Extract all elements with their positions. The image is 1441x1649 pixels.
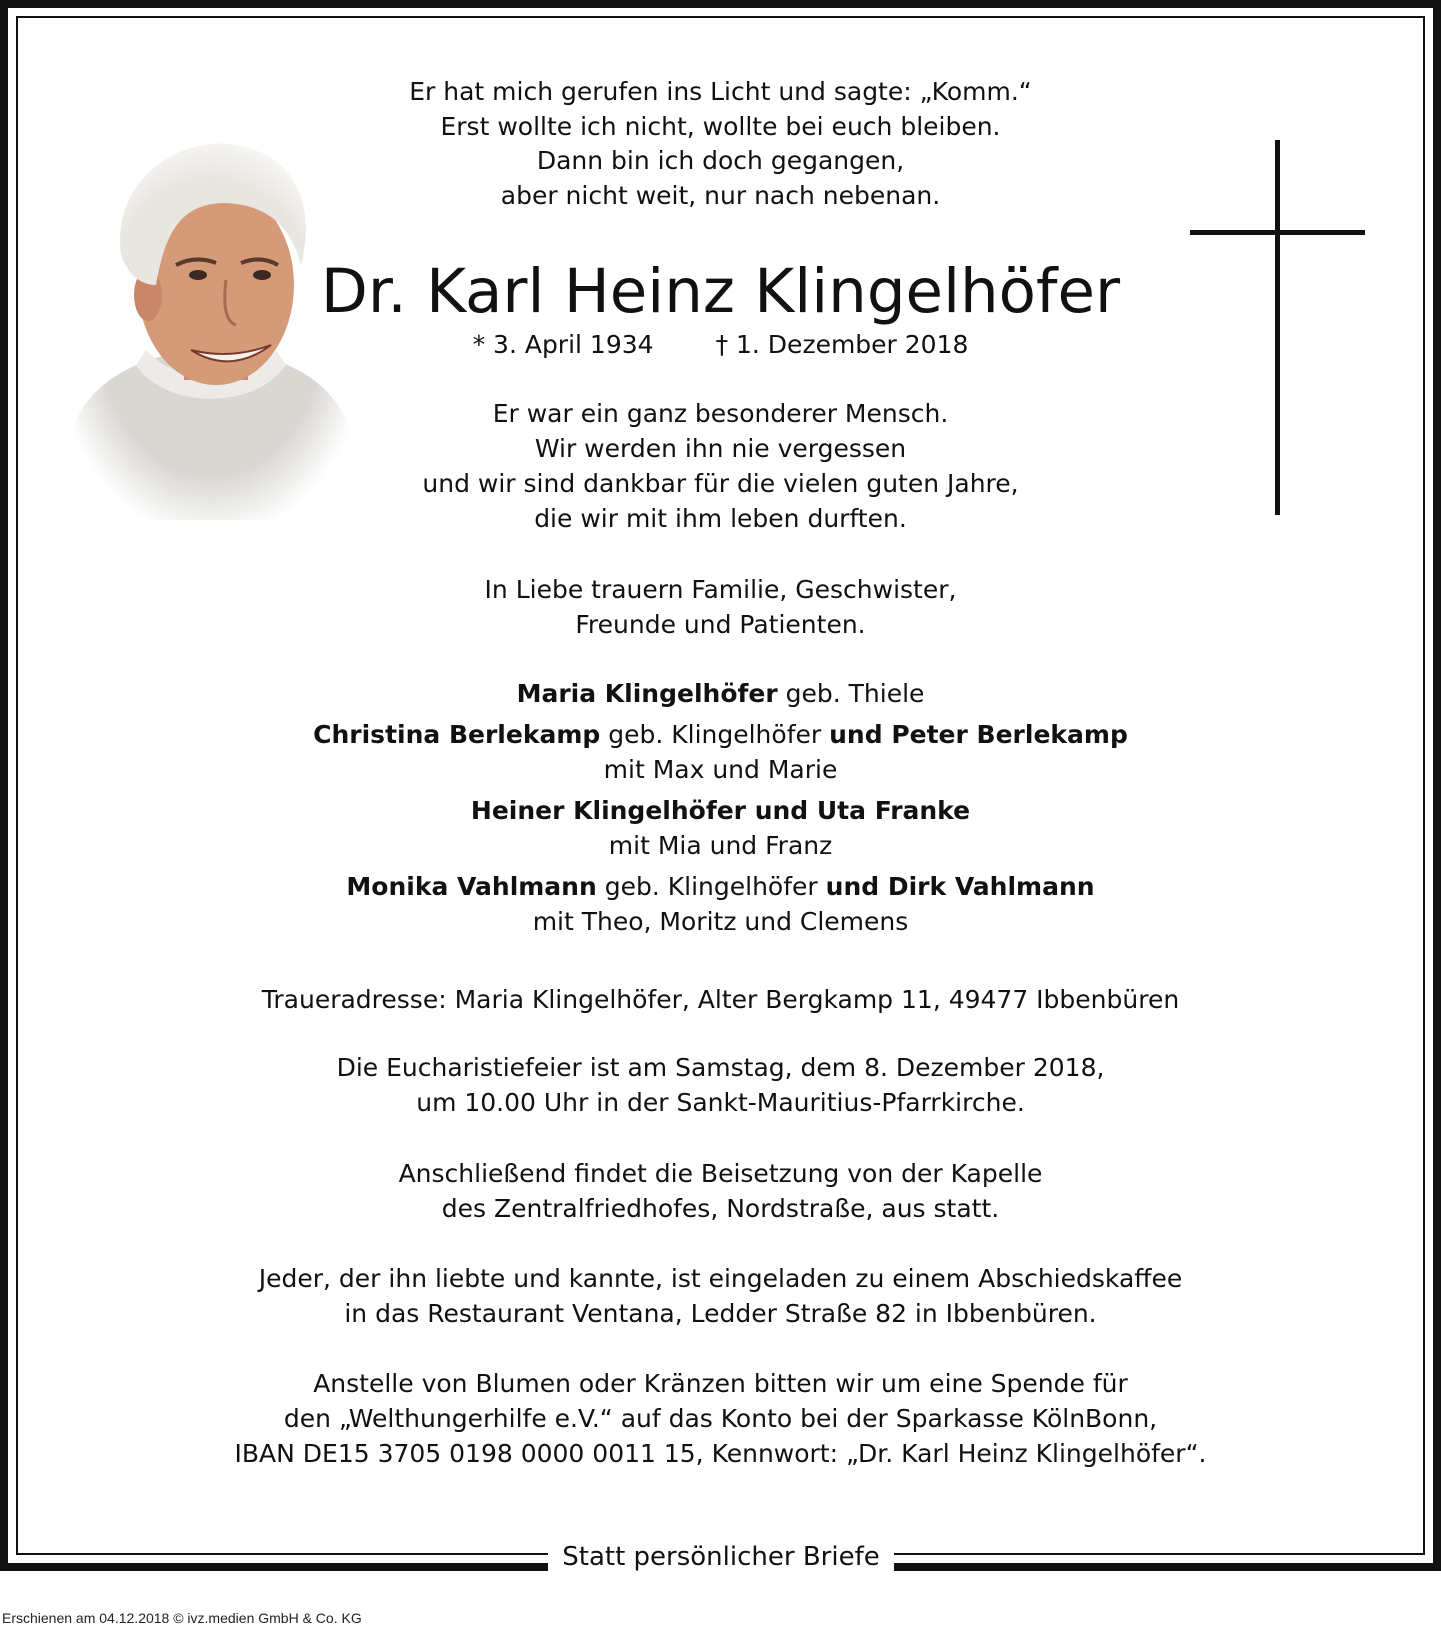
family-children: mit Mia und Franz: [608, 831, 833, 860]
birth-date: * 3. April 1934: [472, 330, 654, 359]
family-children: mit Theo, Moritz und Clemens: [532, 907, 909, 936]
footer-label: Statt persönlicher Briefe: [562, 1542, 880, 1572]
tribute-line: und wir sind dankbar für die vielen guten Jahre,: [422, 469, 1019, 498]
tribute-text: [0, 396, 1441, 536]
family-member-partner: und Dirk Vahlmann: [825, 872, 1095, 901]
family-row: [0, 717, 1441, 752]
donation-line: Anstelle von Blumen oder Kränzen bitten wir um eine Spende für: [313, 1369, 1128, 1398]
family-row: [0, 676, 1441, 711]
tribute-line: die wir mit ihm leben durften.: [534, 504, 907, 533]
verse-line: Er hat mich gerufen ins Licht und sagte: „Komm.“: [409, 77, 1032, 106]
family-member-partner: und Peter Berlekamp: [829, 720, 1128, 749]
deceased-name: Dr. Karl Heinz Klingelhöfer: [320, 256, 1121, 327]
publication-imprint: Erschienen am 04.12.2018 © ivz.medien GmbH & Co. KG: [2, 1610, 362, 1626]
family-member-note: geb. Klingelhöfer: [608, 720, 822, 749]
family-member-name: Heiner Klingelhöfer und Uta Franke: [470, 796, 971, 825]
tribute-line: Wir werden ihn nie vergessen: [534, 434, 907, 463]
opening-verse: [0, 75, 1441, 213]
family-row: [0, 869, 1441, 904]
coffee-line: Jeder, der ihn liebte und kannte, ist eingeladen zu einem Abschiedskaffee: [258, 1264, 1183, 1293]
mourners-intro: [0, 572, 1441, 642]
family-member-note: geb. Klingelhöfer: [604, 872, 818, 901]
family-member-name: Maria Klingelhöfer: [516, 679, 778, 708]
burial-info: [0, 1156, 1441, 1226]
coffee-line: in das Restaurant Ventana, Ledder Straße 82 in Ibbenbüren.: [344, 1299, 1097, 1328]
address-line: Traueradresse: Maria Klingelhöfer, Alter Bergkamp 11, 49477 Ibbenbüren: [261, 985, 1180, 1014]
donation-info: [0, 1366, 1441, 1471]
family-member-name: Christina Berlekamp: [313, 720, 601, 749]
service-line: Die Eucharistiefeier ist am Samstag, dem 8. Dezember 2018,: [336, 1053, 1105, 1082]
verse-line: Erst wollte ich nicht, wollte bei euch bleiben.: [440, 111, 1001, 141]
death-date: † 1. Dezember 2018: [715, 330, 969, 359]
burial-line: Anschließend findet die Beisetzung von der Kapelle: [398, 1159, 1043, 1188]
donation-line: den „Welthungerhilfe e.V.“ auf das Konto bei der Sparkasse KölnBonn,: [283, 1404, 1158, 1433]
coffee-invitation: [0, 1261, 1441, 1331]
mourning-address: [0, 982, 1441, 1017]
mourners-line: In Liebe trauern Familie, Geschwister,: [484, 575, 957, 604]
mourners-line: Freunde und Patienten.: [575, 610, 866, 639]
verse-line: Dann bin ich doch gegangen,: [536, 146, 905, 175]
family-row: [0, 793, 1441, 828]
donation-line: IBAN DE15 3705 0198 0000 0011 15, Kennwort: „Dr. Karl Heinz Klingelhöfer“.: [234, 1439, 1207, 1468]
life-dates: [0, 328, 1441, 362]
family-list: [0, 676, 1441, 939]
tribute-line: Er war ein ganz besonderer Mensch.: [492, 399, 949, 428]
family-member-name: Monika Vahlmann: [346, 872, 597, 901]
family-children: mit Max und Marie: [603, 755, 838, 784]
service-info: [0, 1050, 1441, 1120]
verse-line: aber nicht weit, nur nach nebenan.: [500, 180, 941, 210]
service-line: um 10.00 Uhr in der Sankt-Mauritius-Pfarrkirche.: [416, 1088, 1025, 1117]
family-member-note: geb. Thiele: [785, 679, 925, 708]
burial-line: des Zentralfriedhofes, Nordstraße, aus statt.: [441, 1194, 1000, 1223]
